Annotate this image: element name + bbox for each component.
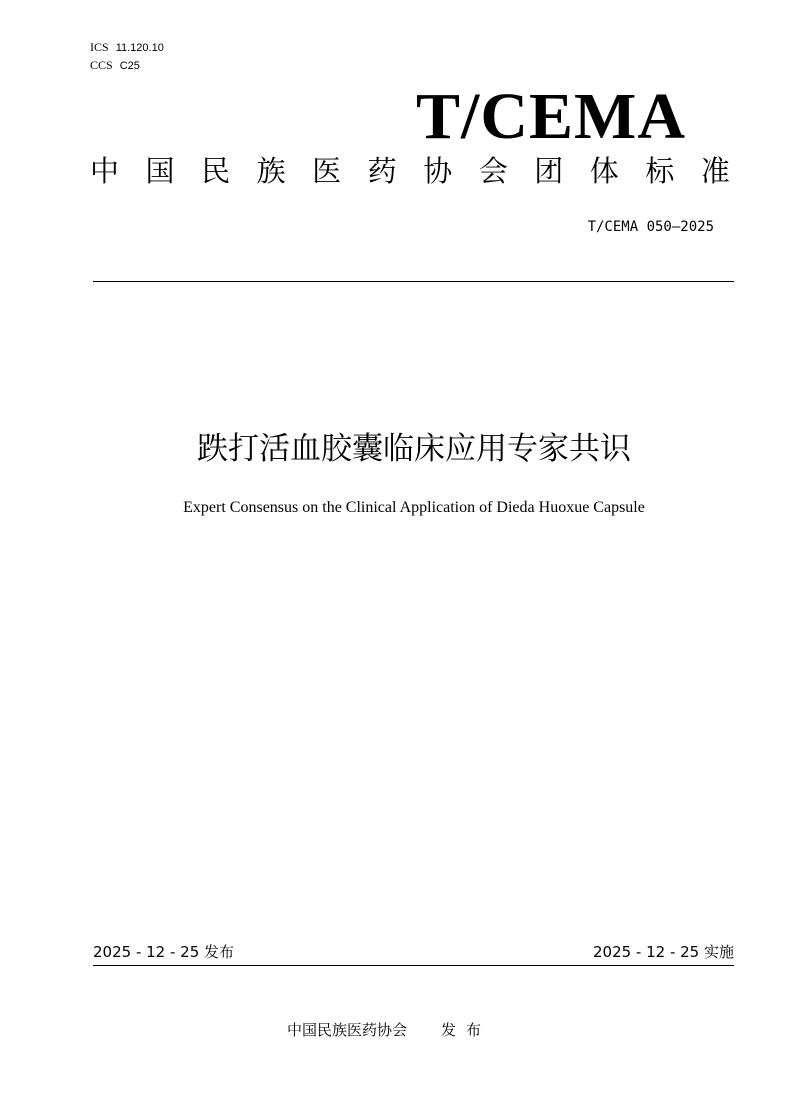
issue-date: 2025 - 12 - 25 发布 — [93, 943, 235, 961]
ics-label: ICS — [90, 40, 109, 54]
document-title-english: Expert Consensus on the Clinical Application of Dieda Huoxue Capsule — [183, 499, 645, 516]
org-name-char: 团 — [534, 154, 564, 188]
org-name-char: 中 — [90, 154, 120, 188]
org-name-char: 会 — [478, 154, 508, 188]
header-divider — [93, 281, 734, 282]
ics-code: 11.120.10 — [115, 42, 164, 54]
org-name-char: 国 — [145, 154, 175, 188]
ccs-label: CCS — [90, 58, 113, 72]
org-name-char: 协 — [423, 154, 453, 188]
org-name-char: 药 — [367, 154, 397, 188]
publisher-action: 发布 — [441, 1021, 492, 1039]
org-name-char: 准 — [700, 154, 730, 188]
org-name-char: 体 — [589, 154, 619, 188]
footer-divider — [93, 965, 734, 966]
standard-number: T/CEMA 050—2025 — [587, 219, 714, 235]
org-name-char: 医 — [312, 154, 342, 188]
ccs-line — [90, 58, 140, 73]
organization-name — [90, 151, 730, 191]
effective-date: 2025 - 12 - 25 实施 — [592, 943, 734, 961]
ccs-code: C25 — [119, 60, 140, 72]
standard-logo: T/CEMA — [416, 80, 686, 153]
publisher-name: 中国民族医药协会 — [287, 1021, 408, 1039]
publisher-line — [287, 1020, 491, 1040]
document-title-chinese: 跌打活血胶囊临床应用专家共识 — [197, 431, 631, 467]
org-name-char: 族 — [256, 154, 286, 188]
org-name-char: 民 — [201, 154, 231, 188]
ics-line — [90, 40, 164, 55]
org-name-char: 标 — [645, 154, 675, 188]
